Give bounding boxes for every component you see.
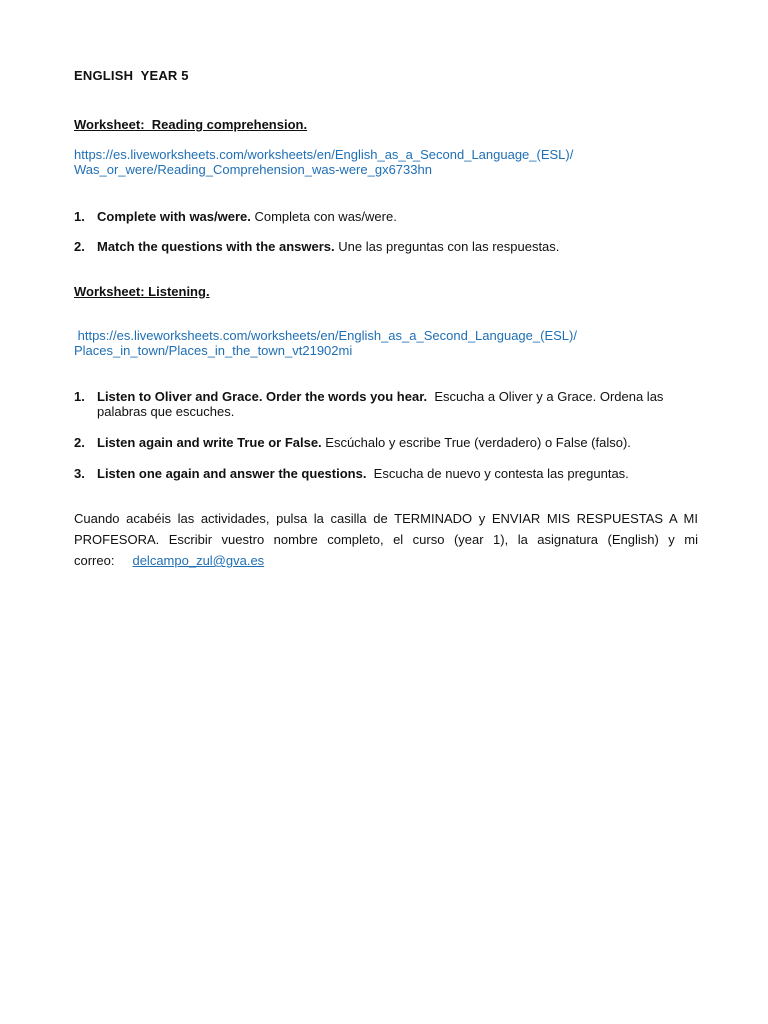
listening-task-1 [74,389,698,419]
list-number: 2. [74,239,85,254]
task-text [97,435,698,450]
listening-task-2 [74,435,698,450]
task-instruction-es: Completa con was/were. [250,209,397,224]
task-instruction-es: Escucha de nuevo y contesta las preguntas. [366,466,629,481]
instructions-text: Cuando acabéis las actividades, pulsa la casilla de TERMINADO y ENVIAR MIS RESPUESTAS A MI PROFESORA. Escribir vuestro nombre completo, el curso (year 1), la asignatura (English) y mi correo: [74,511,698,568]
task-instruction-en: Listen to Oliver and Grace. Order the words you hear. [97,389,428,404]
listening-task-3 [74,466,698,481]
task-instruction-es: Escúchalo y escribe True (verdadero) o False (falso). [321,435,631,450]
task-text [97,239,698,254]
link-line: https://es.liveworksheets.com/worksheets/en/English_as_a_Second_Language_(ESL)/ [74,147,574,162]
task-instruction-en: Match the questions with the answers. [97,239,335,254]
section-heading-listening: Worksheet: Listening. [74,284,210,299]
reading-worksheet-link[interactable] [74,147,698,177]
task-text [97,209,698,224]
reading-task-2 [74,239,698,254]
list-number: 1. [74,389,85,404]
task-instruction-en: Listen one again and answer the questions. [97,466,367,481]
list-number: 1. [74,209,85,224]
task-instruction-en: Listen again and write True or False. [97,435,322,450]
list-number: 3. [74,466,85,481]
link-line: Places_in_town/Places_in_the_town_vt21902mi [74,343,353,358]
submission-instructions [74,508,698,571]
list-number: 2. [74,435,85,450]
link-line: https://es.liveworksheets.com/worksheets/en/English_as_a_Second_Language_(ESL)/ [74,328,577,343]
task-instruction-es: Une las preguntas con las respuestas. [334,239,560,254]
task-instruction-es: Escucha a Oliver y a Grace. Ordena las palabras que escuches. [97,389,668,419]
task-text [97,466,698,481]
task-instruction-en: Complete with was/were. [97,209,251,224]
task-text [97,389,698,419]
link-line: Was_or_were/Reading_Comprehension_was-were_gx6733hn [74,162,432,177]
document-title: ENGLISH YEAR 5 [74,68,189,83]
reading-task-1 [74,209,698,224]
section-heading-reading: Worksheet: Reading comprehension. [74,117,308,132]
teacher-email-link[interactable]: delcampo_zul@gva.es [132,553,265,568]
listening-worksheet-link[interactable] [74,328,698,358]
